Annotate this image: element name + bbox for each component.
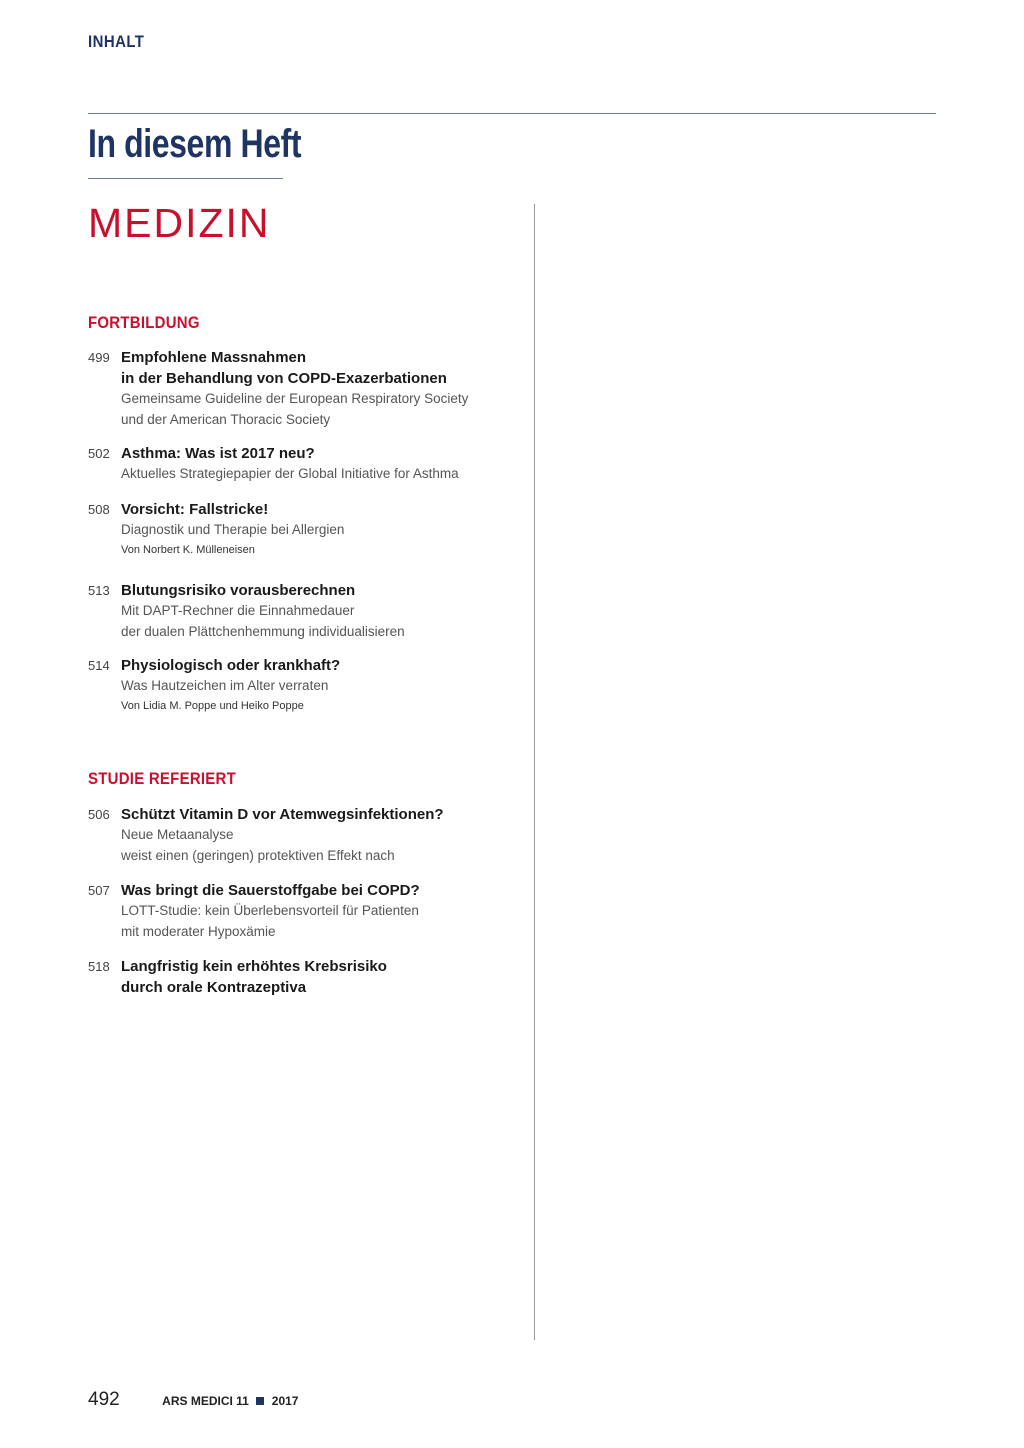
entry-title: Physiologisch oder krankhaft? xyxy=(121,657,341,674)
title-rule xyxy=(88,178,283,179)
entry-title: Schützt Vitamin D vor Atemwegsinfektionen? xyxy=(121,806,444,823)
category-title: MEDIZIN xyxy=(88,200,271,246)
entry-title: Empfohlene Massnahmen xyxy=(121,349,307,366)
entry-subtitle: Gemeinsame Guideline der European Respiratory Society xyxy=(121,391,469,406)
entry-subtitle: der dualen Plättchenhemmung individualisieren xyxy=(121,623,405,639)
toc-entry[interactable] xyxy=(88,443,528,485)
entry-title: Langfristig kein erhöhtes Krebsrisiko xyxy=(121,958,387,975)
entry-author: Von Norbert K. Mülleneisen xyxy=(121,543,255,556)
entry-title: in der Behandlung von COPD-Exazerbationen xyxy=(121,370,447,387)
page-number: 507 xyxy=(88,883,110,898)
page-number: 514 xyxy=(88,658,110,673)
entry-subtitle: weist einen (geringen) protektiven Effekt nach xyxy=(121,847,395,863)
entry-subtitle: LOTT-Studie: kein Überlebensvorteil für Patienten xyxy=(121,903,419,918)
toc-entry[interactable] xyxy=(88,580,528,642)
entry-subtitle: Neue Metaanalyse xyxy=(121,827,234,842)
entry-subtitle: und der American Thoracic Society xyxy=(121,411,331,427)
entry-subtitle: Diagnostik und Therapie bei Allergien xyxy=(121,522,345,537)
entry-subtitle: Aktuelles Strategiepapier der Global Initiative for Asthma xyxy=(121,466,459,481)
section-heading-fortbildung: FORTBILDUNG xyxy=(88,313,200,332)
entry-title: Asthma: Was ist 2017 neu? xyxy=(121,445,315,462)
entry-title: durch orale Kontrazeptiva xyxy=(121,979,307,996)
page-number: 499 xyxy=(88,350,110,365)
toc-entry[interactable] xyxy=(88,956,528,998)
entry-title: Was bringt die Sauerstoffgabe bei COPD? xyxy=(121,882,420,899)
section-heading-studie-referiert: STUDIE REFERIERT xyxy=(88,769,237,788)
entry-title: Vorsicht: Fallstricke! xyxy=(121,501,269,518)
journal-year: 2017 xyxy=(271,1394,299,1408)
section-label: INHALT xyxy=(88,32,145,51)
entry-title: Blutungsrisiko vorausberechnen xyxy=(121,582,356,599)
page-number: 506 xyxy=(88,807,110,822)
toc-entry[interactable] xyxy=(88,499,528,559)
page-title: In diesem Heft xyxy=(88,122,302,166)
journal-name: ARS MEDICI 11 xyxy=(162,1394,249,1408)
entry-subtitle: Mit DAPT-Rechner die Einnahmedauer xyxy=(121,603,355,618)
top-rule xyxy=(88,113,936,114)
page-footer xyxy=(88,1389,298,1411)
column-divider xyxy=(534,204,535,1340)
toc-entry[interactable] xyxy=(88,804,528,866)
footer-page-number: 492 xyxy=(88,1389,120,1410)
toc-entry[interactable] xyxy=(88,880,528,942)
page-number: 502 xyxy=(88,446,110,461)
toc-entry[interactable] xyxy=(88,655,528,715)
page-number: 518 xyxy=(88,959,110,974)
entry-subtitle: mit moderater Hypoxämie xyxy=(121,923,276,939)
square-separator-icon xyxy=(256,1397,264,1405)
page-number: 513 xyxy=(88,583,110,598)
entry-subtitle: Was Hautzeichen im Alter verraten xyxy=(121,678,329,693)
toc-entry[interactable] xyxy=(88,347,528,430)
entry-author: Von Lidia M. Poppe und Heiko Poppe xyxy=(121,699,304,712)
page-number: 508 xyxy=(88,502,110,517)
